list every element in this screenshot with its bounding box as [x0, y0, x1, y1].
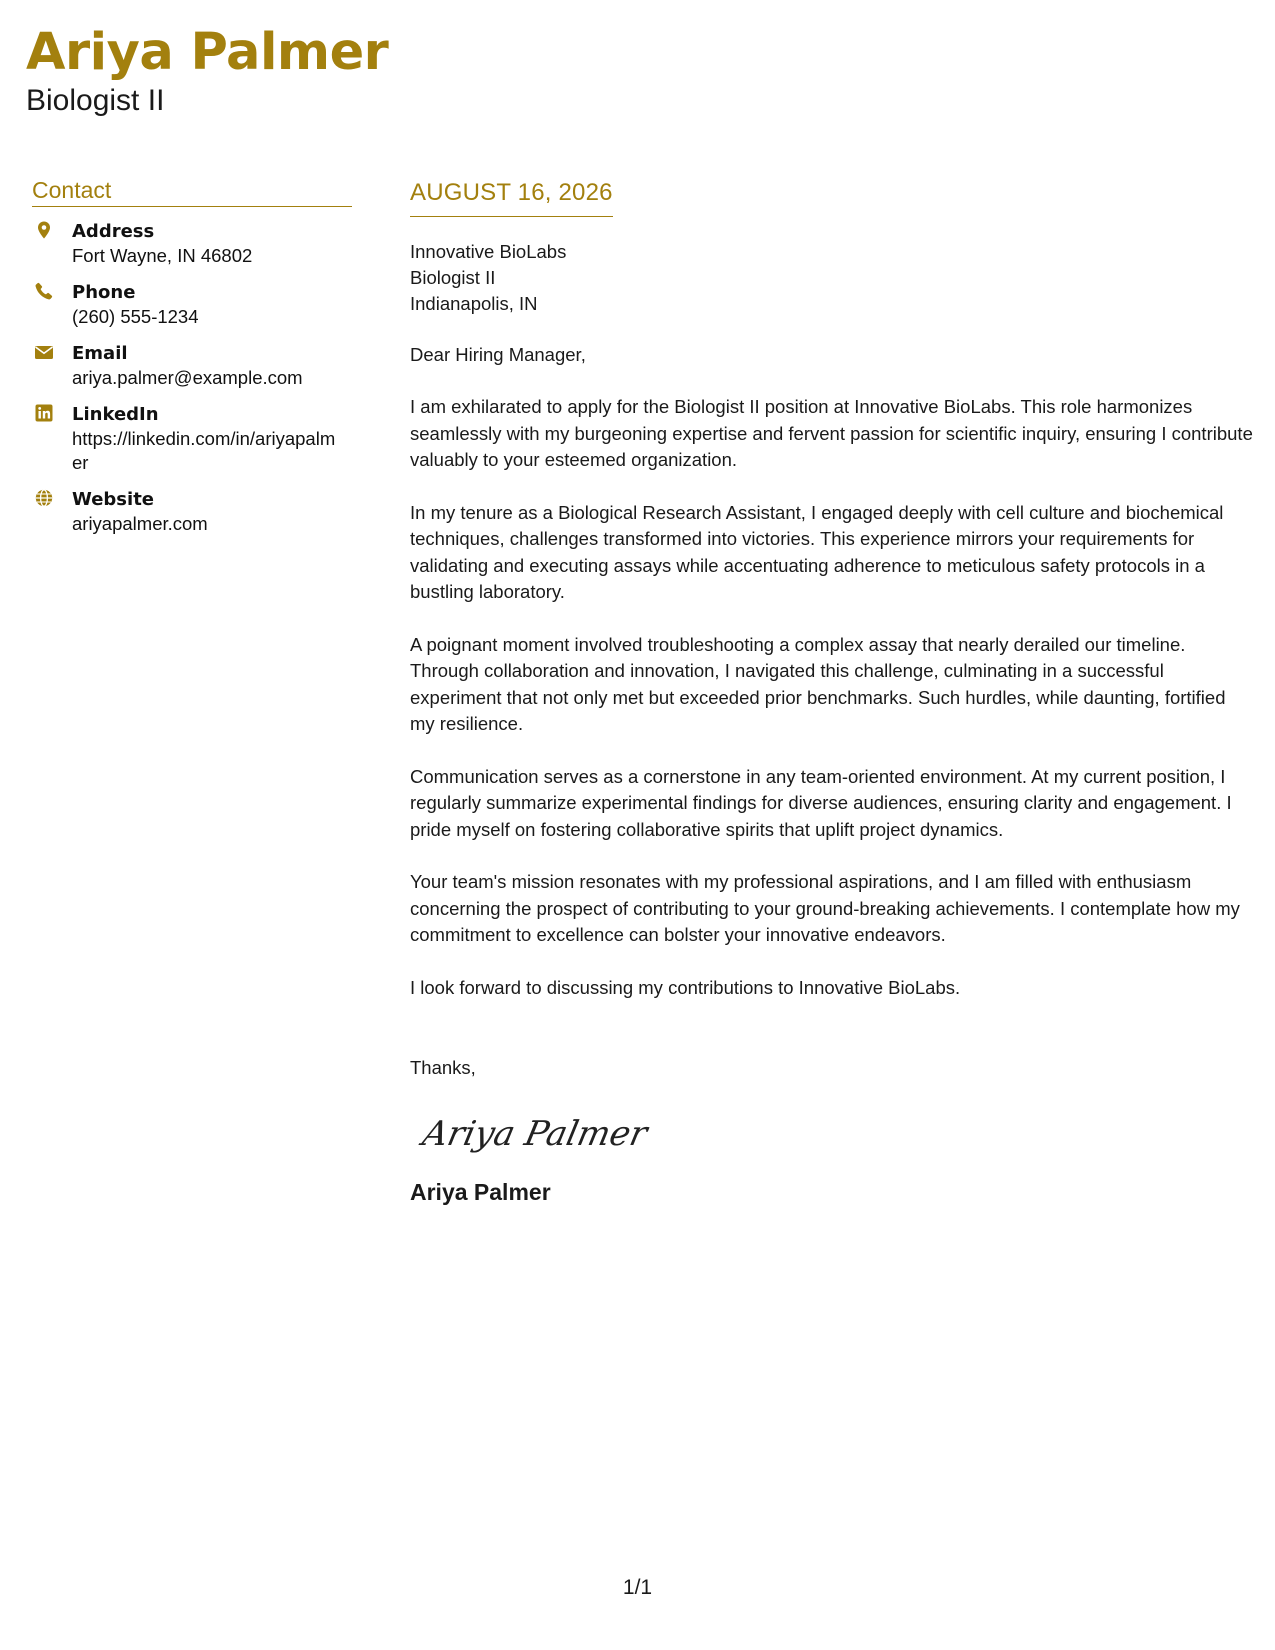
map-marker-icon — [34, 220, 54, 240]
letter-date: AUGUST 16, 2026 — [410, 178, 613, 217]
closing: Thanks, — [410, 1057, 476, 1078]
paragraph: A poignant moment involved troubleshooting a complex assay that nearly derailed our timeline. Through collaboration and innovation, I navigated this challenge, culminating in a successful experiment that not only met but exceeded prior benchmarks. Such hurdles, while daunting, fortified my resilience. — [410, 633, 1226, 734]
contact-label-phone: Phone — [72, 282, 136, 303]
contact-value-email: ariya.palmer@example.com — [72, 367, 303, 388]
signer-name: Ariya Palmer — [410, 1179, 551, 1205]
paragraph: In my tenure as a Biological Research Assistant, I engaged deeply with cell culture and biochemical techniques, challenges transformed into victories. This experience mirrors your requirements for validating and executing assays while accentuating adherence to meticulous safety protocols in a bustling laboratory. — [410, 501, 1224, 602]
paragraph: I am exhilarated to apply for the Biologist II position at Innovative BioLabs. This role harmonizes seamlessly with my burgeoning expertise and fervent passion for scientific inquiry, ensuring I contribute valuably to your esteemed organization. — [410, 396, 1253, 470]
letter-body — [410, 178, 1255, 1207]
signature-text: Ariya Palmer — [419, 1114, 651, 1154]
page-number: 1/1 — [622, 1576, 653, 1599]
contact-label-address: Address — [72, 221, 155, 242]
recipient-location: Indianapolis, IN — [410, 293, 538, 314]
contact-item-email — [32, 341, 352, 390]
linkedin-icon — [34, 403, 54, 423]
contact-label-linkedin: LinkedIn — [72, 404, 159, 425]
contact-item-website — [32, 487, 352, 536]
contact-item-address — [32, 219, 352, 268]
handwritten-signature — [418, 1103, 1255, 1163]
recipient-position: Biologist II — [410, 267, 496, 288]
paragraph: I look forward to discussing my contributions to Innovative BioLabs. — [410, 976, 961, 998]
globe-icon — [34, 488, 54, 508]
envelope-icon — [34, 342, 54, 362]
contact-value-address: Fort Wayne, IN 46802 — [72, 245, 253, 266]
contact-value-website[interactable]: ariyapalmer.com — [72, 513, 208, 534]
page-header — [26, 22, 388, 118]
recipient-company: Innovative BioLabs — [410, 241, 567, 262]
contact-list — [32, 219, 352, 536]
salutation: Dear Hiring Manager, — [410, 344, 586, 365]
applicant-title: Biologist II — [26, 84, 165, 117]
contact-label-email: Email — [72, 343, 128, 364]
contact-label-website: Website — [72, 489, 155, 510]
recipient-block — [410, 239, 1255, 317]
contact-item-linkedin — [32, 402, 352, 475]
paragraph: Your team's mission resonates with my professional aspirations, and I am filled with enthusiasm concerning the prospect of contributing to your ground-breaking achievements. I contemplate how my commitment to excellence can bolster your innovative endeavors. — [410, 871, 1240, 945]
contact-item-phone — [32, 280, 352, 329]
contact-value-linkedin[interactable]: https://linkedin.com/in/ariyapalmer — [72, 428, 336, 473]
paragraph: Communication serves as a cornerstone in any team-oriented environment. At my current position, I regularly summarize experimental findings for diverse audiences, ensuring clarity and engagement. I pride myself on fostering collaborative spirits that uplift project dynamics. — [410, 765, 1232, 840]
phone-icon — [34, 281, 54, 301]
contact-heading: Contact — [32, 176, 352, 207]
contact-sidebar — [32, 176, 352, 548]
contact-value-phone: (260) 555-1234 — [72, 306, 199, 327]
applicant-name: Ariya Palmer — [26, 23, 389, 82]
